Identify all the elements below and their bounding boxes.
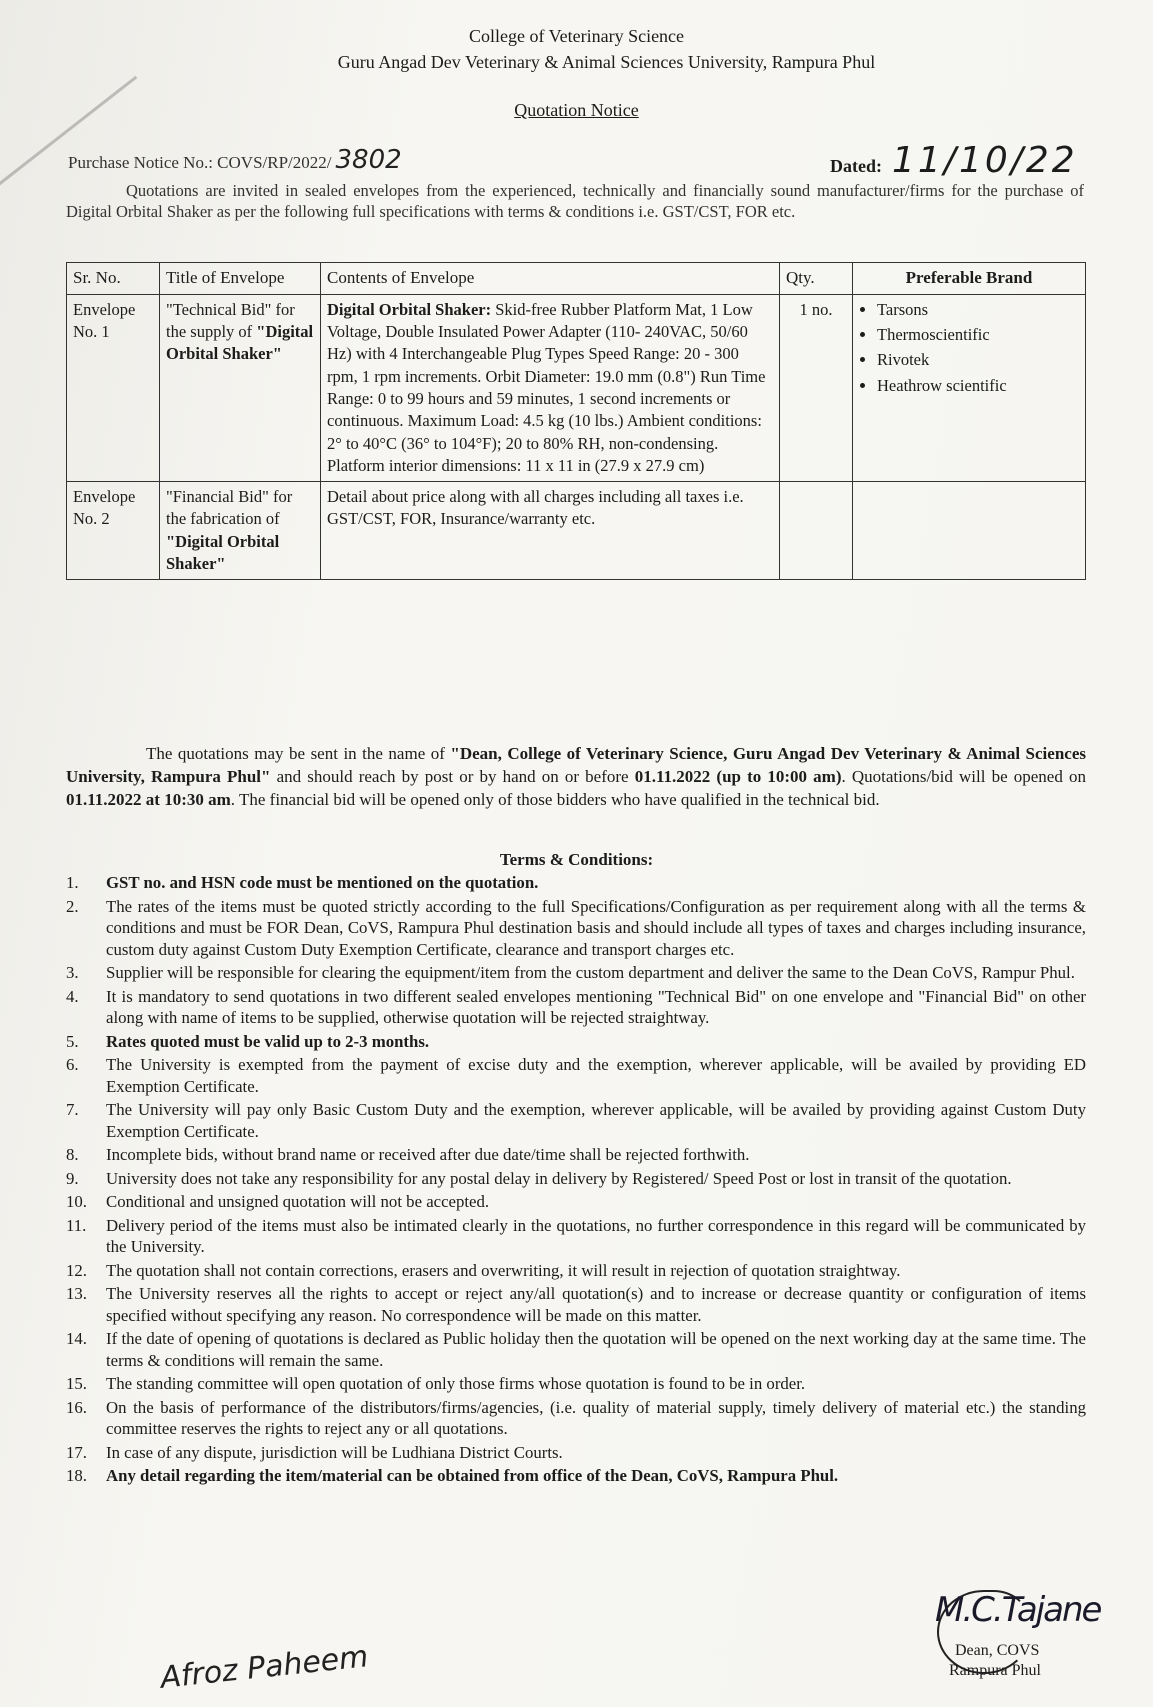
para-text: . Quotations/bid will be opened on xyxy=(841,767,1086,787)
header-brand: Preferable Brand xyxy=(853,263,1086,295)
list-item: • Rivotek xyxy=(877,349,1079,371)
list-item xyxy=(66,1328,1086,1371)
term-text: Incomplete bids, without brand name or received after due date/time shall be rejected forthwith. xyxy=(106,1145,750,1164)
handwritten-date: 11/10/22 xyxy=(892,140,1078,181)
cell-title xyxy=(160,294,321,481)
college-name: College of Veterinary Science xyxy=(468,26,685,46)
cell-brands xyxy=(853,482,1086,580)
term-number: 17. xyxy=(66,1442,87,1462)
cell-contents xyxy=(321,294,780,481)
dated-line xyxy=(830,140,1078,181)
handwritten-signature-dean: M.C.Tajane xyxy=(935,1590,1101,1630)
purchase-notice-number xyxy=(68,145,402,175)
term-text: Conditional and unsigned quotation will not be accepted. xyxy=(106,1192,490,1211)
list-item xyxy=(66,1099,1086,1142)
cell-sr-no: Envelope No. 1 xyxy=(67,294,160,481)
brand-list xyxy=(859,299,1079,397)
cell-qty xyxy=(780,482,853,580)
term-number: 16. xyxy=(66,1397,87,1417)
list-item xyxy=(66,896,1086,961)
list-item xyxy=(66,1465,1086,1487)
para-bold: "Dean, College of Veterinary Science, Guru Angad Dev Veterinary & Animal Sciences University, Rampura Phul" xyxy=(66,744,1086,787)
term-number: 15. xyxy=(66,1374,87,1393)
term-text: The University is exempted from the payment of excise duty and the exemption, wherever applicable, will be availed by providing ED Exemption Certificate. xyxy=(106,1055,1086,1096)
term-text: University does not take any responsibility for any postal delay in delivery by Registered/ Speed Post or lost in transit of the quotation. xyxy=(106,1168,1012,1188)
list-item xyxy=(66,1283,1086,1326)
terms-heading: Terms & Conditions: xyxy=(499,850,654,869)
list-item xyxy=(66,962,1086,984)
term-text: The University will pay only Basic Custom Duty and the exemption, wherever applicable, will be availed by providing against Custom Duty Exemption Certificate. xyxy=(106,1100,1086,1141)
para-bold: 01.11.2022 (up to 10:00 am) xyxy=(634,767,842,787)
term-text: Rates quoted must be valid up to 2-3 months. xyxy=(106,1031,430,1051)
table-row xyxy=(67,482,1086,580)
term-number: 9. xyxy=(66,1168,79,1188)
handwritten-notice-number: 3802 xyxy=(335,145,402,175)
term-number: 1. xyxy=(66,873,79,892)
list-item xyxy=(66,1215,1086,1258)
term-number: 5. xyxy=(66,1031,79,1051)
list-item xyxy=(66,1373,1086,1395)
list-item: • Heathrow scientific xyxy=(877,375,1079,397)
list-item xyxy=(66,1144,1086,1166)
header-contents: Contents of Envelope xyxy=(321,263,780,295)
term-number: 6. xyxy=(66,1055,79,1074)
term-number: 3. xyxy=(66,963,79,982)
terms-list xyxy=(66,872,1086,1489)
term-number: 13. xyxy=(66,1284,87,1303)
purchase-notice-label: Purchase Notice No.: COVS/RP/2022/ xyxy=(68,153,332,172)
list-item xyxy=(66,1031,1086,1053)
dated-label: Dated: xyxy=(830,156,882,176)
term-text: The standing committee will open quotation of only those firms whose quotation is found to be in order. xyxy=(106,1374,806,1393)
title-item: "Digital Orbital Shaker" xyxy=(166,531,280,573)
term-text: Supplier will be responsible for clearing the equipment/item from the custom department and deliver the same to the Dean CoVS, Rampur Phul. xyxy=(106,963,1075,982)
list-item xyxy=(66,1191,1086,1213)
intro-paragraph: Quotations are invited in sealed envelopes from the experienced, technically and financially sound manufacturer/firms for the purchase of Digital Orbital Shaker as per the following full specifications with terms & conditions i.e. GST/CST, FOR etc. xyxy=(66,181,1084,222)
term-text: The quotation shall not contain corrections, erasers and overwriting, it will result in rejection of quotation straightway. xyxy=(106,1260,901,1280)
dean-signature-block xyxy=(935,1590,1135,1700)
cell-title xyxy=(160,482,321,580)
term-number: 11. xyxy=(66,1215,87,1235)
term-number: 4. xyxy=(66,986,79,1006)
term-text: On the basis of performance of the distributors/firms/agencies, (i.e. quality of material supply, timely delivery of material etc.) the standing committee reserves the rights to reject any or all quotations. xyxy=(106,1397,1086,1438)
header-title: Title of Envelope xyxy=(160,263,321,295)
notice-title: Quotation Notice xyxy=(514,100,639,120)
list-item xyxy=(66,1397,1086,1440)
list-item xyxy=(66,1442,1086,1464)
term-number: 18. xyxy=(66,1466,87,1485)
table-header-row xyxy=(67,263,1086,295)
term-text: It is mandatory to send quotations in two different sealed envelopes mentioning "Technical Bid" on one envelope and "Financial Bid" on other along with name of items to be supplied, otherwise quotation will be rejected straightway. xyxy=(106,986,1086,1027)
term-text: Any detail regarding the item/material can be obtained from office of the Dean, CoVS, Rampura Phul. xyxy=(106,1466,839,1485)
list-item xyxy=(66,872,1086,894)
list-item xyxy=(66,986,1086,1029)
term-text: Delivery period of the items must also be intimated clearly in the quotations, no further correspondence in this regard will be communicated by the University. xyxy=(106,1215,1086,1256)
specification-table xyxy=(66,262,1086,580)
term-number: 10. xyxy=(66,1192,87,1211)
term-number: 12. xyxy=(66,1260,87,1280)
table-row xyxy=(67,294,1086,481)
header-qty: Qty. xyxy=(780,263,853,295)
list-item xyxy=(66,1054,1086,1097)
para-text: The quotations may be sent in the name of xyxy=(146,744,451,763)
cell-sr-no: Envelope No. 2 xyxy=(67,482,160,580)
term-text: GST no. and HSN code must be mentioned on the quotation. xyxy=(106,873,539,892)
term-number: 14. xyxy=(66,1329,87,1348)
cell-contents: Detail about price along with all charges including all taxes i.e. GST/CST, FOR, Insurance/warranty etc. xyxy=(321,482,780,580)
contents-text: Skid-free Rubber Platform Mat, 1 Low Voltage, Double Insulated Power Adapter (110- 240VAC, 50/60 Hz) with 4 Interchangeable Plug Types Speed Range: 20 - 300 rpm, 1 rpm increments. Orbit Diameter: 19.0 mm (0.8") Run Time Range: 0 to 99 hours and 59 minutes, 1 second increments or continuous. Maximum Load: 4.5 kg (10 lbs.) Ambient conditions: 2° to 40°C (36° to 104°F); 20 to 80% RH, non-condensing. Platform interior dimensions: 11 x 11 in (27.9 x 27.9 cm) xyxy=(327,299,766,475)
term-number: 2. xyxy=(66,896,79,916)
header-sr-no: Sr. No. xyxy=(67,263,160,295)
list-item xyxy=(66,1260,1086,1282)
list-item: • Thermoscientific xyxy=(877,324,1079,346)
submission-paragraph xyxy=(66,742,1086,811)
term-number: 7. xyxy=(66,1100,79,1119)
title-text: "Financial Bid" for the fabrication of xyxy=(166,487,293,529)
cell-brands xyxy=(853,294,1086,481)
cell-qty: 1 no. xyxy=(780,294,853,481)
title-text: "Technical Bid" for the supply of xyxy=(166,299,295,342)
letterhead xyxy=(0,26,1153,73)
term-number: 8. xyxy=(66,1145,79,1164)
para-text: . The financial bid will be opened only of those bidders who have qualified in the technical bid. xyxy=(230,790,880,810)
term-text: If the date of opening of quotations is declared as Public holiday then the quotation will be opened on the next working day at the same time. The terms & conditions will remain the same. xyxy=(106,1329,1086,1370)
list-item: • Tarsons xyxy=(877,299,1079,321)
term-text: The rates of the items must be quoted strictly according to the full Specifications/Configuration as per requirement along with all the terms & conditions and must be FOR Dean, CoVS, Rampura Phul destination basis and should include all types of taxes and charges including insurance, custom duty against Custom Duty Exemption Certificate, clearance and transport charges etc. xyxy=(106,896,1086,959)
para-text: and should reach by post or by hand on or before xyxy=(270,767,635,787)
contents-heading: Digital Orbital Shaker: xyxy=(327,299,492,319)
para-bold: 01.11.2022 at 10:30 am xyxy=(66,790,231,810)
term-text: The University reserves all the rights to accept or reject any/all quotation(s) and to increase or decrease quantity or configuration of items specified without specifying any reason. No correspondence will be made on this matter. xyxy=(106,1284,1086,1325)
list-item xyxy=(66,1168,1086,1190)
title-item: "Digital Orbital Shaker" xyxy=(166,322,314,364)
dean-location: Rampura Phul xyxy=(949,1662,1041,1679)
term-text: In case of any dispute, jurisdiction will be Ludhiana District Courts. xyxy=(106,1442,563,1462)
handwritten-signature-left: Afroz Paheem xyxy=(158,1639,370,1696)
university-name: Guru Angad Dev Veterinary & Animal Sciences University, Rampura Phul xyxy=(337,52,876,72)
dean-title: Dean, COVS xyxy=(955,1642,1040,1659)
